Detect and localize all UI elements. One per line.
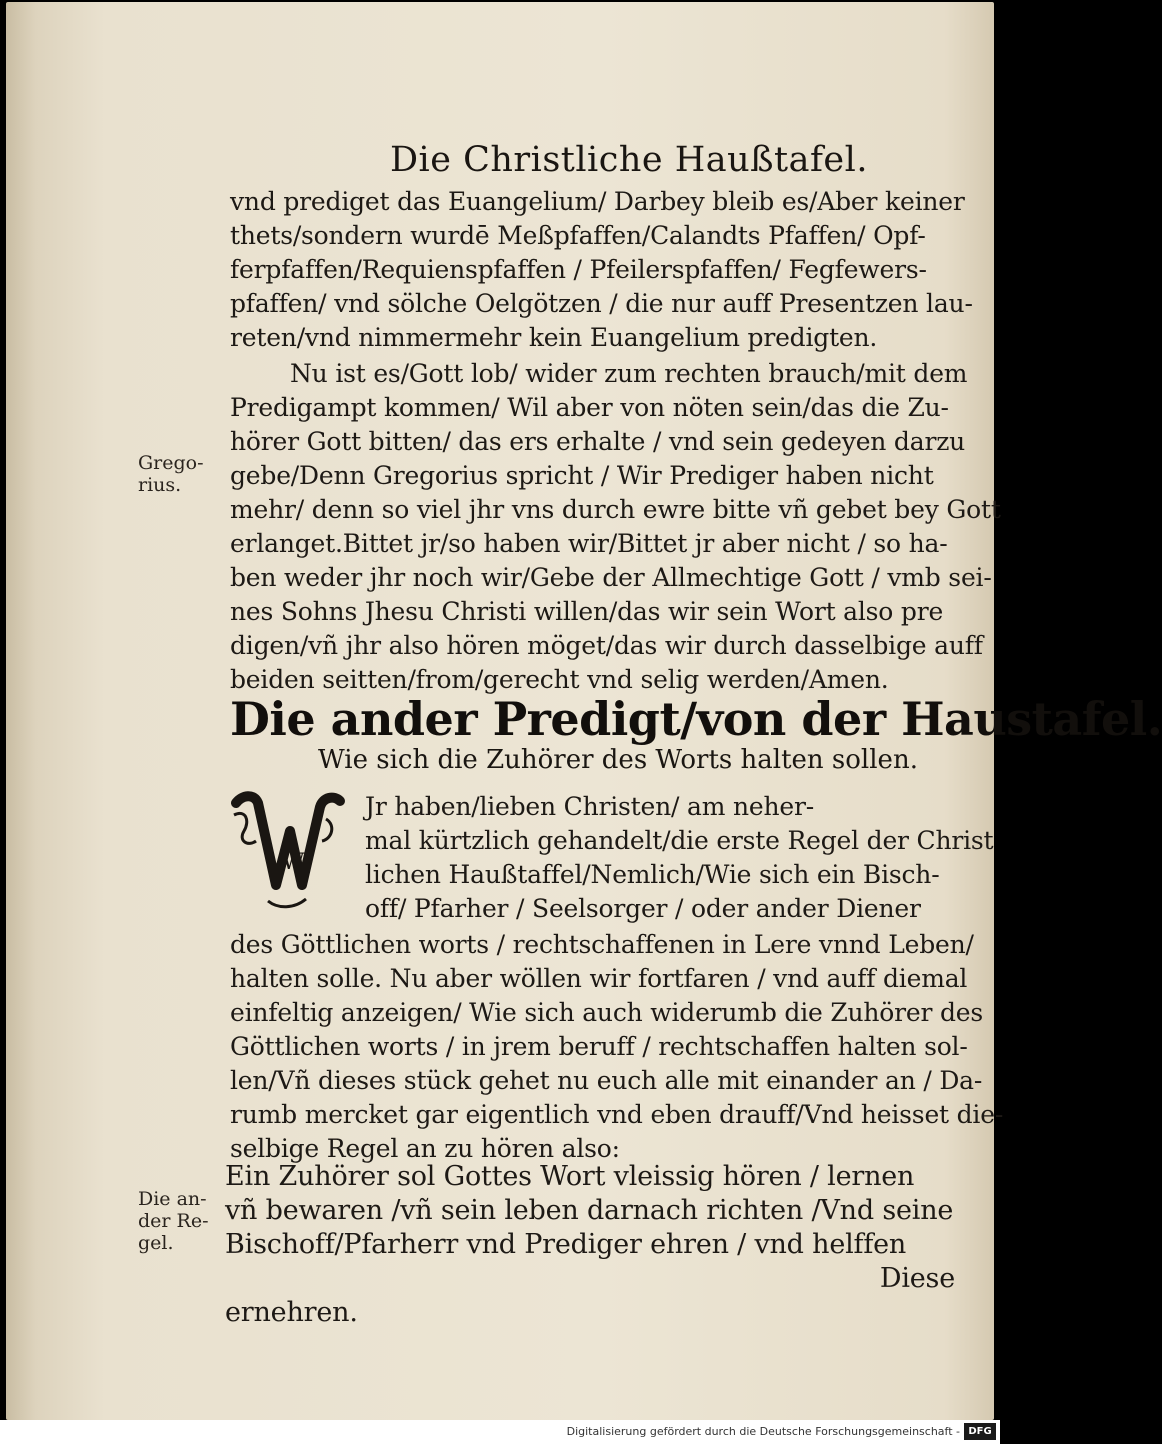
text-line: mal kürtzlich gehandelt/die erste Regel der Christ <box>365 826 994 855</box>
text-line: des Göttlichen worts / rechtschaffenen in Lere vnnd Leben/ <box>230 930 974 959</box>
text-line: Ein Zuhörer sol Gottes Wort vleissig hören / lernen <box>225 1161 915 1192</box>
marginal-note-regel: Die an- der Re- gel. <box>138 1188 209 1254</box>
text-line: Predigampt kommen/ Wil aber von nöten sein/das die Zu- <box>230 393 949 422</box>
section-subheading: Wie sich die Zuhörer des Worts halten sollen. <box>318 745 918 775</box>
text-line: halten solle. Nu aber wöllen wir fortfaren / vnd auff diemal <box>230 964 968 993</box>
text-line: beiden seitten/from/gerecht vnd selig werden/Amen. <box>230 665 889 694</box>
running-head: Die Christliche Haußtafel. <box>390 140 868 180</box>
text-line: ferpfaffen/Requienspfaffen / Pfeilerspfaffen/ Fegfewers- <box>230 255 927 284</box>
text-line: thets/sondern wurdē Meßpfaffen/Calandts Pfaffen/ Opf- <box>230 221 926 250</box>
marginal-note-gregorius: Grego- rius. <box>138 452 204 496</box>
text-line: lichen Haußtaffel/Nemlich/Wie sich ein Bisch- <box>365 860 940 889</box>
decorated-initial <box>228 785 346 915</box>
text-line: Nu ist es/Gott lob/ wider zum rechten brauch/mit dem <box>290 359 968 388</box>
text-line: mehr/ denn so viel jhr vns durch ewre bitte vñ gebet bey Gott <box>230 495 1001 524</box>
paragraph-3 <box>230 928 1004 1166</box>
text-line: Jr haben/lieben Christen/ am neher- <box>365 792 814 821</box>
text-line: digen/vñ jhr also hören möget/das wir durch dasselbige auff <box>230 631 983 660</box>
text-line: vñ bewaren /vñ sein leben darnach richten /Vnd seine <box>225 1195 954 1226</box>
text-line: erlanget.Bittet jr/so haben wir/Bittet jr aber nicht / so ha- <box>230 529 948 558</box>
rule-statement <box>225 1160 955 1330</box>
text-line: ben weder jhr noch wir/Gebe der Allmechtige Gott / vmb sei- <box>230 563 992 592</box>
svg-text:W: W <box>282 850 305 875</box>
text-line: off/ Pfarher / Seelsorger / oder ander Diener <box>365 894 921 923</box>
text-line: selbige Regel an zu hören also: <box>230 1134 620 1163</box>
text-line: einfeltig anzeigen/ Wie sich auch widerumb die Zuhörer des <box>230 998 984 1027</box>
text-line: vnd prediget das Euangelium/ Darbey bleib es/Aber keiner <box>230 187 965 216</box>
footer-bar <box>0 1420 1000 1444</box>
text-line: Bischoff/Pfarherr vnd Prediger ehren / vnd helffen <box>225 1229 907 1260</box>
paragraph-2 <box>230 357 1001 697</box>
text-line: pfaffen/ vnd sölche Oelgötzen / die nur auff Presentzen lau- <box>230 289 973 318</box>
text-line: ernehren. <box>225 1297 358 1328</box>
section-heading: Die ander Predigt/von der Haustafel. <box>230 692 1162 746</box>
initial-w-ornament <box>228 785 346 915</box>
catchword: Diese <box>879 1263 955 1294</box>
funding-notice: Digitalisierung gefördert durch die Deutsche Forschungsgemeinschaft - <box>566 1425 960 1438</box>
paragraph-1 <box>230 185 973 355</box>
paragraph-3-initial-lines <box>365 790 994 926</box>
text-line: nes Sohns Jhesu Christi willen/das wir sein Wort also pre <box>230 597 944 626</box>
text-line: gebe/Denn Gregorius spricht / Wir Prediger haben nicht <box>230 461 934 490</box>
text-line: hörer Gott bitten/ das ers erhalte / vnd sein gedeyen darzu <box>230 427 966 456</box>
text-line: len/Vñ dieses stück gehet nu euch alle mit einander an / Da- <box>230 1066 983 1095</box>
text-line: Göttlichen worts / in jrem beruff / rechtschaffen halten sol- <box>230 1032 968 1061</box>
text-line: reten/vnd nimmermehr kein Euangelium predigten. <box>230 323 878 352</box>
text-line: rumb mercket gar eigentlich vnd eben drauff/Vnd heisset die- <box>230 1100 1004 1129</box>
dfg-logo: DFG <box>964 1423 996 1440</box>
